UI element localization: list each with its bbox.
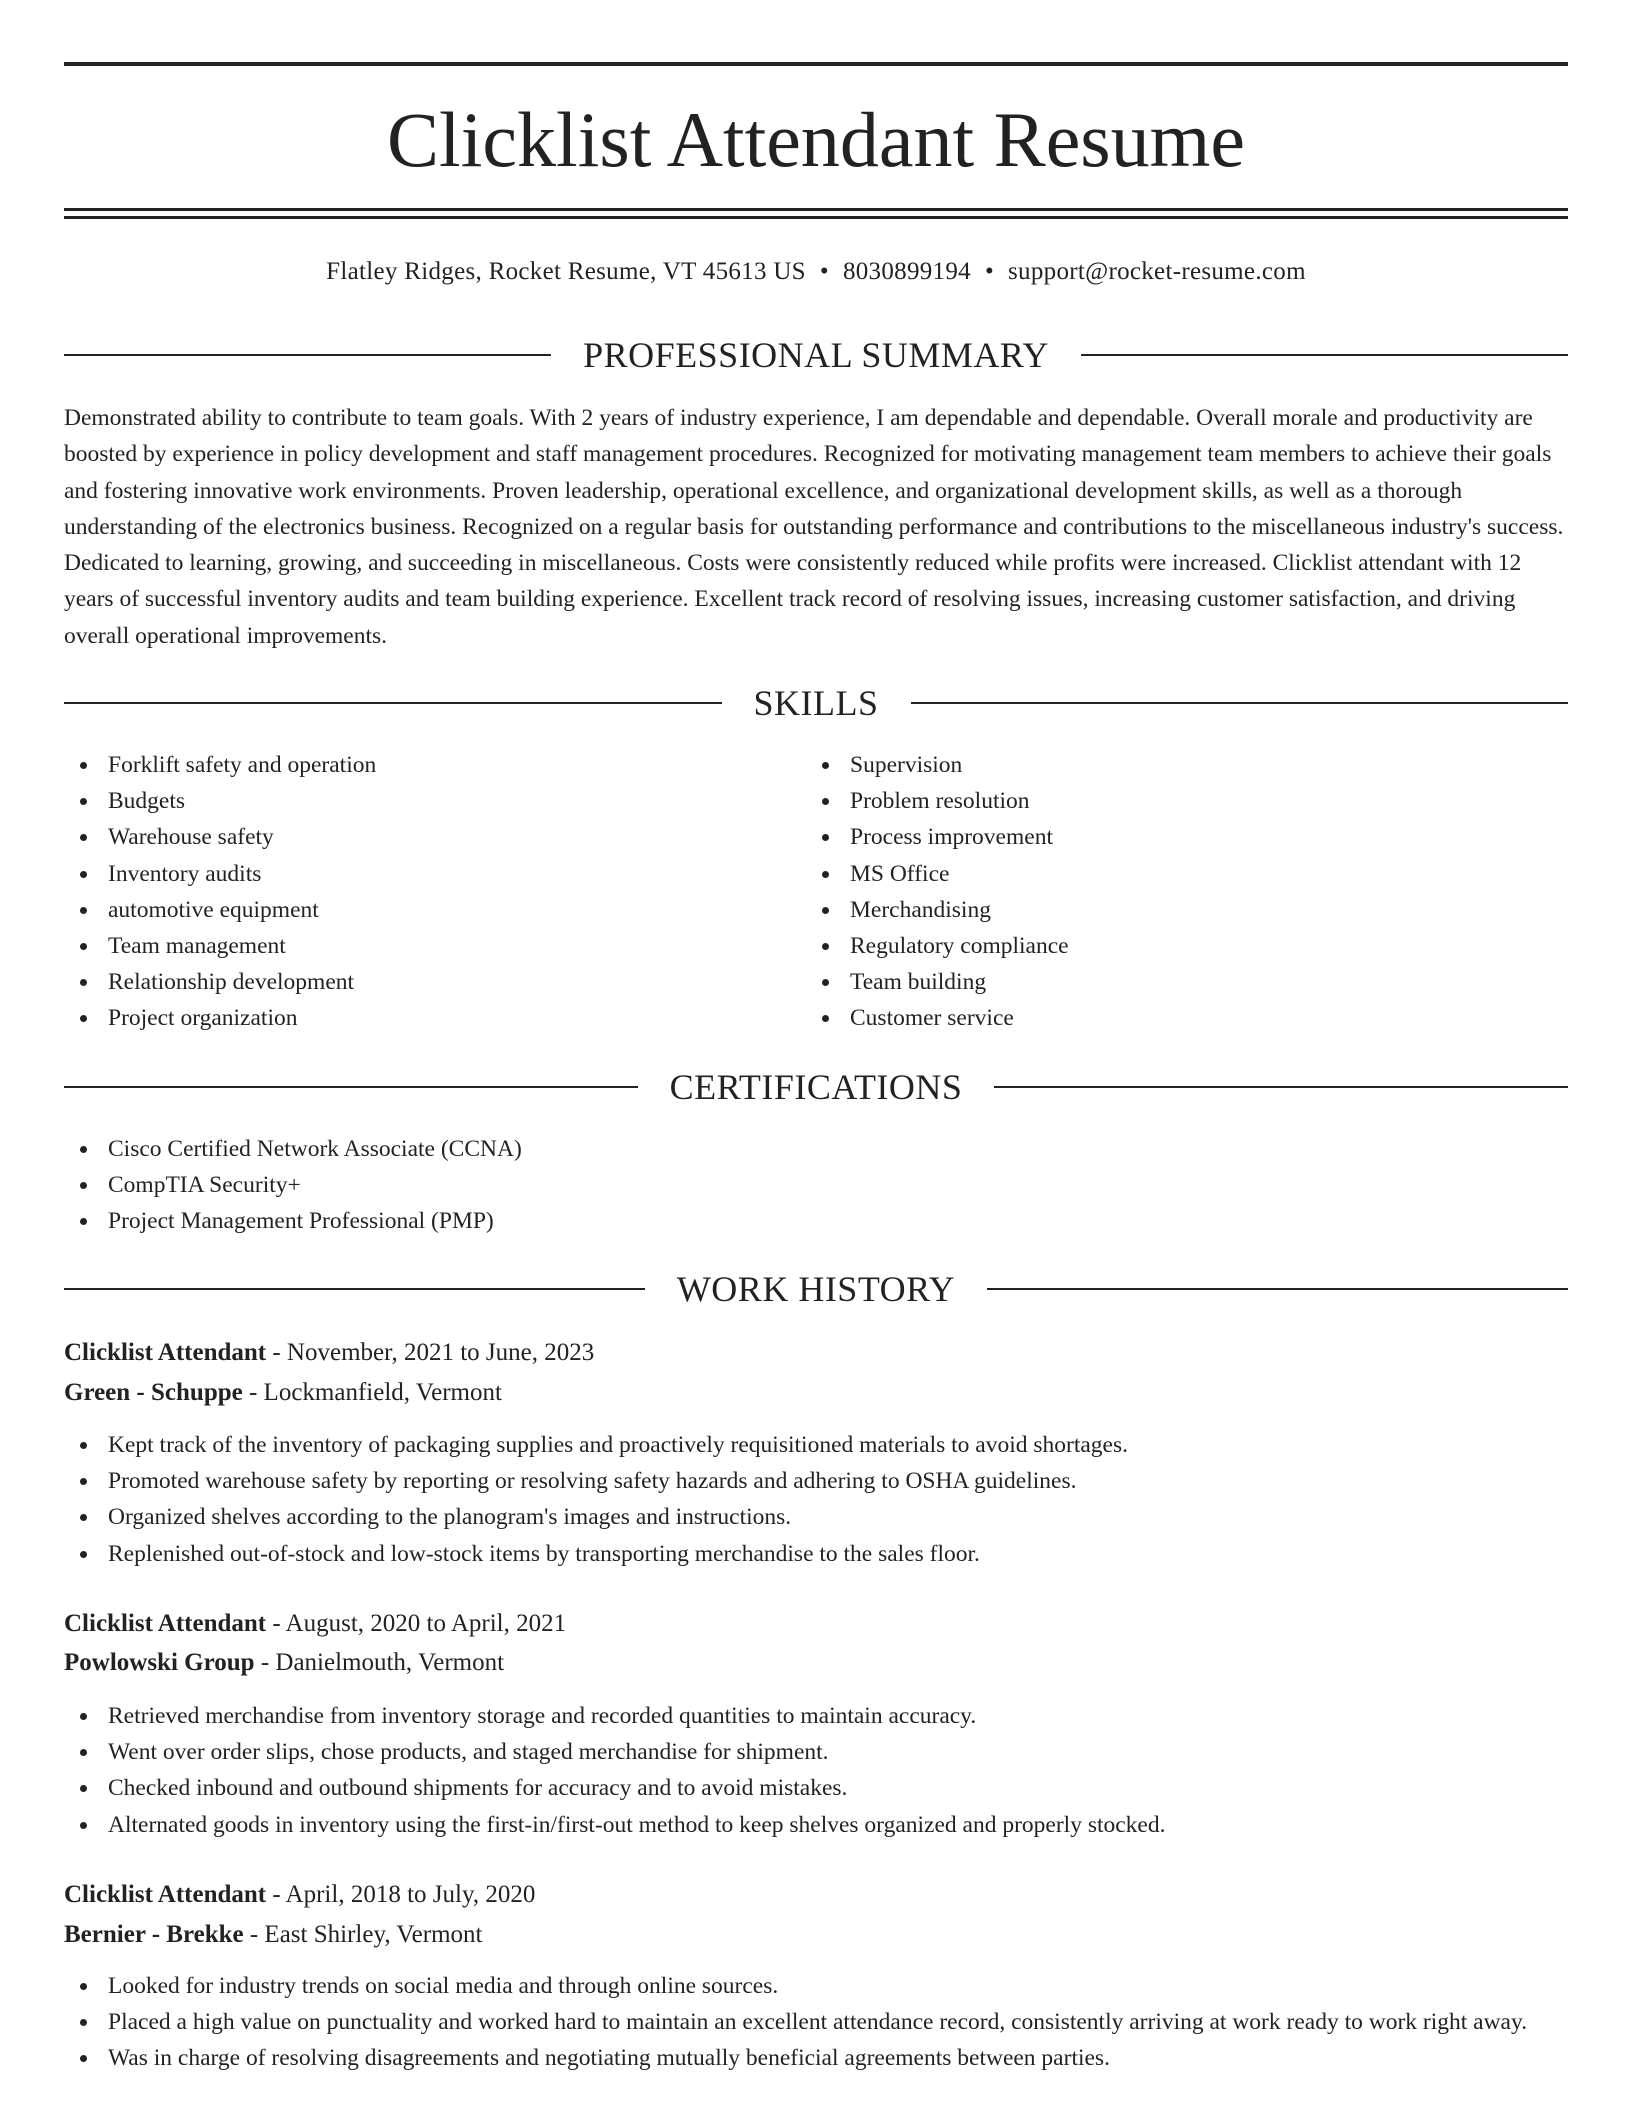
job-location: - Lockmanfield, Vermont: [242, 1379, 502, 1406]
list-item: Kept track of the inventory of packaging supplies and proactively requisitioned materials to avoid shortages.: [64, 1427, 1568, 1463]
section-rule: [64, 354, 551, 356]
list-item: Retrieved merchandise from inventory storage and recorded quantities to maintain accuracy.: [64, 1698, 1568, 1734]
list-item: Replenished out-of-stock and low-stock items by transporting merchandise to the sales floor.: [64, 1536, 1568, 1572]
job-title: Clicklist Attendant: [64, 1339, 267, 1366]
list-item: Merchandising: [806, 892, 1566, 928]
list-item: Project Management Professional (PMP): [64, 1203, 1568, 1239]
contact-separator: •: [819, 258, 829, 285]
job-bullet-list: [64, 1427, 1568, 1572]
job-dates: - August, 2020 to April, 2021: [266, 1610, 567, 1637]
job-company: Bernier - Brekke: [64, 1921, 244, 1948]
list-item: Project organization: [64, 1000, 804, 1036]
section-title: CERTIFICATIONS: [669, 1067, 963, 1107]
section-rule: [64, 1086, 638, 1088]
job-bullet-list: [64, 1968, 1568, 2077]
list-item: Was in charge of resolving disagreements and negotiating mutually beneficial agreements between parties.: [64, 2040, 1568, 2076]
section-rule: [911, 702, 1569, 704]
list-item: Checked inbound and outbound shipments for accuracy and to avoid mistakes.: [64, 1770, 1568, 1806]
list-item: automotive equipment: [64, 892, 804, 928]
top-rule: [64, 62, 1568, 66]
resume-title: Clicklist Attendant Resume: [387, 96, 1245, 183]
job-company: Green - Schuppe: [64, 1379, 243, 1406]
list-item: Promoted warehouse safety by reporting or resolving safety hazards and adhering to OSHA guidelines.: [64, 1463, 1568, 1499]
list-item: Alternated goods in inventory using the first-in/first-out method to keep shelves organized and properly stocked.: [64, 1807, 1568, 1843]
list-item: Team management: [64, 928, 804, 964]
job-company: Powlowski Group: [64, 1649, 255, 1676]
contact-line: [64, 254, 1568, 290]
contact-address: Flatley Ridges, Rocket Resume, VT 45613 US: [326, 258, 806, 285]
job-dates: - April, 2018 to July, 2020: [266, 1881, 536, 1908]
job-location: - Danielmouth, Vermont: [254, 1649, 505, 1676]
section-rule: [1081, 354, 1568, 356]
section-header-skills: [64, 678, 1568, 728]
skills-list-right: [806, 747, 1566, 1037]
section-rule: [987, 1288, 1568, 1290]
list-item: Forklift safety and operation: [64, 747, 804, 783]
job-company-line: [64, 1916, 1568, 1954]
job-company-line: [64, 1374, 1568, 1412]
list-item: Budgets: [64, 783, 804, 819]
job-title-line: [64, 1605, 1568, 1643]
job-title: Clicklist Attendant: [64, 1610, 267, 1637]
contact-email: support@rocket-resume.com: [1008, 258, 1306, 285]
list-item: Organized shelves according to the planogram's images and instructions.: [64, 1499, 1568, 1535]
section-title: WORK HISTORY: [676, 1269, 956, 1309]
list-item: Process improvement: [806, 819, 1566, 855]
job-title-line: [64, 1334, 1568, 1372]
summary-paragraph: Demonstrated ability to contribute to team goals. With 2 years of industry experience, I am dependable and dependable. Overall morale and productivity are boosted by experience in policy development and staff management procedures. Recognized for motivating management team members to achieve their goals and fostering innovative work environments. Proven leadership, operational excellence, and organizational development skills, as well as a thorough understanding of the electronics business. Recognized on a regular basis for outstanding performance and contributions to the miscellaneous industry's success. Dedicated to learning, growing, and succeeding in miscellaneous. Costs were consistently reduced while profits were increased. Clicklist attendant with 12 years of successful inventory audits and team building experience. Excellent track record of resolving issues, increasing customer satisfaction, and driving overall operational improvements.: [64, 405, 1564, 649]
job-title: Clicklist Attendant: [64, 1881, 267, 1908]
section-rule: [64, 1288, 645, 1290]
title-rule-upper: [64, 208, 1568, 211]
list-item: Problem resolution: [806, 783, 1566, 819]
section-header-certifications: [64, 1062, 1568, 1112]
list-item: CompTIA Security+: [64, 1167, 1568, 1203]
section-header-summary: [64, 330, 1568, 380]
certifications-list: [64, 1131, 1568, 1240]
list-item: Customer service: [806, 1000, 1566, 1036]
job-title-line: [64, 1876, 1568, 1914]
list-item: Placed a high value on punctuality and worked hard to maintain an excellent attendance record, consistently arriving at work ready to work right away.: [64, 2004, 1568, 2040]
section-title: SKILLS: [753, 683, 879, 723]
section-rule: [64, 702, 722, 704]
job-location: - East Shirley, Vermont: [243, 1921, 483, 1948]
skills-list-left: [64, 747, 804, 1037]
list-item: Inventory audits: [64, 856, 804, 892]
section-title: PROFESSIONAL SUMMARY: [583, 335, 1049, 375]
list-item: Supervision: [806, 747, 1566, 783]
section-header-work-history: [64, 1264, 1568, 1314]
list-item: MS Office: [806, 856, 1566, 892]
list-item: Looked for industry trends on social media and through online sources.: [64, 1968, 1568, 2004]
list-item: Regulatory compliance: [806, 928, 1566, 964]
list-item: Cisco Certified Network Associate (CCNA): [64, 1131, 1568, 1167]
list-item: Went over order slips, chose products, and staged merchandise for shipment.: [64, 1734, 1568, 1770]
job-company-line: [64, 1644, 1568, 1682]
section-rule: [994, 1086, 1568, 1088]
title-rule-lower: [64, 216, 1568, 219]
job-bullet-list: [64, 1698, 1568, 1843]
contact-phone: 8030899194: [842, 258, 971, 285]
list-item: Relationship development: [64, 964, 804, 1000]
list-item: Warehouse safety: [64, 819, 804, 855]
job-dates: - November, 2021 to June, 2023: [266, 1339, 595, 1366]
contact-separator: •: [984, 258, 995, 285]
list-item: Team building: [806, 964, 1566, 1000]
